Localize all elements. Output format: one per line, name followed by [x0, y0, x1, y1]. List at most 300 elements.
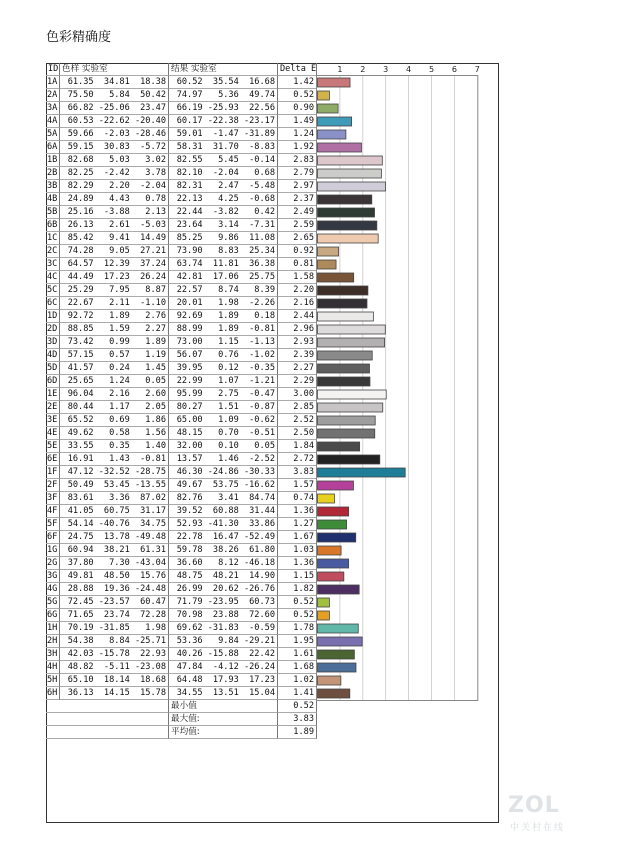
delta-e-value: 2.37: [278, 193, 317, 206]
bar: [318, 182, 386, 191]
table-row: [46, 271, 317, 284]
result-lab-values: 80.27 1.51 -0.87: [169, 401, 278, 414]
result-lab-values: 71.79 -23.95 60.73: [169, 596, 278, 609]
bar: [318, 507, 349, 516]
reference-lab-values: 85.42 9.41 14.49: [60, 232, 169, 245]
delta-e-value: 0.74: [278, 492, 317, 505]
bar: [318, 351, 373, 360]
delta-e-value: 0.90: [278, 102, 317, 115]
result-lab-values: 48.75 48.21 14.90: [169, 570, 278, 583]
stat-label: 最大值:: [169, 713, 278, 726]
table-row: [46, 323, 317, 336]
patch-id: 2A: [46, 89, 60, 102]
result-lab-values: 39.95 0.12 -0.35: [169, 362, 278, 375]
reference-lab-values: 88.85 1.59 2.27: [60, 323, 169, 336]
reference-lab-values: 73.42 0.99 1.89: [60, 336, 169, 349]
patch-id: 1D: [46, 310, 60, 323]
delta-e-value: 1.03: [278, 544, 317, 557]
patch-id: 3B: [46, 180, 60, 193]
patch-id: 2H: [46, 635, 60, 648]
reference-lab-values: 65.10 18.14 18.68: [60, 674, 169, 687]
x-tick-label: 6: [451, 65, 457, 74]
patch-id: 4F: [46, 505, 60, 518]
header-id: ID: [48, 64, 59, 74]
delta-e-value: 2.52: [278, 414, 317, 427]
bar: [318, 325, 386, 334]
table-row: [46, 596, 317, 609]
bar: [318, 429, 375, 438]
reference-lab-values: 70.19 -31.85 1.98: [60, 622, 169, 635]
delta-e-value: 2.39: [278, 349, 317, 362]
result-lab-values: 60.17 -22.38 -23.17: [169, 115, 278, 128]
reference-lab-values: 96.04 2.16 2.60: [60, 388, 169, 401]
stats-blank-cell: [46, 700, 169, 713]
stat-value: 1.89: [278, 726, 317, 739]
table-row: [46, 505, 317, 518]
delta-e-value: 2.65: [278, 232, 317, 245]
bar: [318, 195, 372, 204]
result-lab-values: 58.31 31.70 -8.83: [169, 141, 278, 154]
result-lab-values: 22.99 1.07 -1.21: [169, 375, 278, 388]
patch-id: 6C: [46, 297, 60, 310]
delta-e-value: 1.36: [278, 557, 317, 570]
result-lab-values: 52.93 -41.30 33.86: [169, 518, 278, 531]
reference-lab-values: 50.49 53.45 -13.55: [60, 479, 169, 492]
table-row: [46, 362, 317, 375]
result-lab-values: 69.62 -31.83 -0.59: [169, 622, 278, 635]
table-row: [46, 583, 317, 596]
stat-label: 平均值:: [169, 726, 278, 739]
delta-e-bar-chart: [316, 63, 499, 773]
patch-id: 1C: [46, 232, 60, 245]
reference-lab-values: 92.72 1.89 2.76: [60, 310, 169, 323]
result-lab-values: 82.31 2.47 -5.48: [169, 180, 278, 193]
result-lab-values: 59.01 -1.47 -31.89: [169, 128, 278, 141]
delta-e-value: 3.00: [278, 388, 317, 401]
bar: [318, 247, 339, 256]
result-lab-values: 73.00 1.15 -1.13: [169, 336, 278, 349]
patch-id: 4G: [46, 583, 60, 596]
bar: [318, 208, 375, 217]
reference-lab-values: 71.65 23.74 72.28: [60, 609, 169, 622]
delta-e-value: 2.97: [278, 180, 317, 193]
result-lab-values: 82.76 3.41 84.74: [169, 492, 278, 505]
patch-id: 6E: [46, 453, 60, 466]
reference-lab-values: 82.68 5.03 3.02: [60, 154, 169, 167]
bar: [318, 403, 383, 412]
reference-lab-values: 82.25 -2.42 3.78: [60, 167, 169, 180]
bar: [318, 663, 356, 672]
delta-e-value: 1.15: [278, 570, 317, 583]
patch-id: 2D: [46, 323, 60, 336]
bar: [318, 312, 374, 321]
bar: [318, 260, 337, 269]
table-row: [46, 414, 317, 427]
reference-lab-values: 65.52 0.69 1.86: [60, 414, 169, 427]
result-lab-values: 47.84 -4.12 -26.24: [169, 661, 278, 674]
table-row: [46, 284, 317, 297]
result-lab-values: 85.25 9.86 11.08: [169, 232, 278, 245]
stats-row: [46, 726, 317, 739]
reference-lab-values: 83.61 3.36 87.02: [60, 492, 169, 505]
table-row: [46, 102, 317, 115]
patch-id: 5B: [46, 206, 60, 219]
reference-lab-values: 36.13 14.15 15.78: [60, 687, 169, 700]
reference-lab-values: 16.91 1.43 -0.81: [60, 453, 169, 466]
table-row: [46, 531, 317, 544]
delta-e-value: 0.81: [278, 258, 317, 271]
table-row: [46, 570, 317, 583]
table-row: [46, 180, 317, 193]
x-tick-label: 5: [428, 65, 435, 74]
patch-id: 6B: [46, 219, 60, 232]
bar: [318, 286, 368, 295]
patch-id: 6A: [46, 141, 60, 154]
bar: [318, 624, 359, 633]
patch-id: 2C: [46, 245, 60, 258]
reference-lab-values: 54.38 8.84 -25.71: [60, 635, 169, 648]
reference-lab-values: 44.49 17.23 26.24: [60, 271, 169, 284]
delta-e-value: 1.49: [278, 115, 317, 128]
patch-id: 3G: [46, 570, 60, 583]
result-lab-values: 22.44 -3.82 0.42: [169, 206, 278, 219]
delta-e-value: 1.82: [278, 583, 317, 596]
delta-e-value: 1.67: [278, 531, 317, 544]
reference-lab-values: 60.94 38.21 61.31: [60, 544, 169, 557]
patch-id: 5H: [46, 674, 60, 687]
result-lab-values: 63.74 11.81 36.38: [169, 258, 278, 271]
result-lab-values: 13.57 1.46 -2.52: [169, 453, 278, 466]
result-lab-values: 20.01 1.98 -2.26: [169, 297, 278, 310]
result-lab-values: 42.81 17.06 25.75: [169, 271, 278, 284]
patch-id: 5F: [46, 518, 60, 531]
table-row: [46, 440, 317, 453]
reference-lab-values: 42.03 -15.78 22.93: [60, 648, 169, 661]
table-row: [46, 453, 317, 466]
patch-id: 5A: [46, 128, 60, 141]
table-row: [46, 76, 317, 89]
patch-id: 1E: [46, 388, 60, 401]
result-lab-values: 60.52 35.54 16.68: [169, 76, 278, 89]
table-row: [46, 518, 317, 531]
patch-id: 5G: [46, 596, 60, 609]
patch-id: 4B: [46, 193, 60, 206]
patch-id: 1A: [46, 76, 60, 89]
patch-id: 4C: [46, 271, 60, 284]
bar: [318, 143, 362, 152]
result-lab-values: 22.78 16.47 -52.49: [169, 531, 278, 544]
bar: [318, 78, 351, 87]
page-title: 色彩精确度: [46, 30, 112, 45]
table-row: [46, 115, 317, 128]
bar: [318, 416, 376, 425]
reference-lab-values: 37.80 7.30 -43.04: [60, 557, 169, 570]
delta-e-value: 2.44: [278, 310, 317, 323]
table-row: [46, 466, 317, 479]
delta-e-value: 2.85: [278, 401, 317, 414]
table-row: [46, 544, 317, 557]
patch-id: 3C: [46, 258, 60, 271]
x-tick-label: 1: [337, 65, 343, 74]
result-lab-values: 70.98 23.88 72.60: [169, 609, 278, 622]
result-lab-values: 88.99 1.89 -0.81: [169, 323, 278, 336]
patch-id: 6H: [46, 687, 60, 700]
reference-lab-values: 26.13 2.61 -5.03: [60, 219, 169, 232]
reference-lab-values: 25.29 7.95 8.87: [60, 284, 169, 297]
reference-lab-values: 74.28 9.05 27.21: [60, 245, 169, 258]
delta-e-value: 1.92: [278, 141, 317, 154]
result-lab-values: 82.55 5.45 -0.14: [169, 154, 278, 167]
table-row: [46, 648, 317, 661]
bar: [318, 520, 347, 529]
table-row: [46, 557, 317, 570]
patch-id: 3F: [46, 492, 60, 505]
delta-e-value: 0.52: [278, 89, 317, 102]
header-reference-lab: 色样 实验室: [60, 63, 169, 76]
delta-e-value: 1.57: [278, 479, 317, 492]
bar: [318, 468, 406, 477]
patch-id: 4D: [46, 349, 60, 362]
stat-label: 最小值: [169, 700, 278, 713]
reference-lab-values: 72.45 -23.57 60.47: [60, 596, 169, 609]
bar: [318, 221, 377, 230]
x-tick-label: 4: [406, 65, 412, 74]
result-lab-values: 23.64 3.14 -7.31: [169, 219, 278, 232]
reference-lab-values: 64.57 12.39 37.24: [60, 258, 169, 271]
table-row: [46, 206, 317, 219]
reference-lab-values: 57.15 0.57 1.19: [60, 349, 169, 362]
delta-e-value: 1.58: [278, 271, 317, 284]
delta-e-value: 2.16: [278, 297, 317, 310]
reference-lab-values: 82.29 2.20 -2.04: [60, 180, 169, 193]
table-row: [46, 674, 317, 687]
delta-e-value: 0.92: [278, 245, 317, 258]
table-row: [46, 349, 317, 362]
stats-row: [46, 700, 317, 713]
table-row: [46, 245, 317, 258]
reference-lab-values: 49.81 48.50 15.76: [60, 570, 169, 583]
bar: [318, 169, 382, 178]
table-row: [46, 401, 317, 414]
bar: [318, 689, 350, 698]
reference-lab-values: 22.67 2.11 -1.10: [60, 297, 169, 310]
stat-value: 3.83: [278, 713, 317, 726]
delta-e-value: 1.95: [278, 635, 317, 648]
reference-lab-values: 59.15 30.83 -5.72: [60, 141, 169, 154]
patch-id: 4H: [46, 661, 60, 674]
patch-id: 3A: [46, 102, 60, 115]
delta-e-value: 2.29: [278, 375, 317, 388]
patch-id: 2B: [46, 167, 60, 180]
reference-lab-values: 41.05 60.75 31.17: [60, 505, 169, 518]
patch-id: 4E: [46, 427, 60, 440]
result-lab-values: 34.55 13.51 15.04: [169, 687, 278, 700]
header-delta-e: Delta E: [280, 64, 317, 74]
reference-lab-values: 66.82 -25.06 23.47: [60, 102, 169, 115]
stats-blank-cell: [46, 713, 169, 726]
patch-id: 5C: [46, 284, 60, 297]
delta-e-value: 2.93: [278, 336, 317, 349]
x-tick-label: 7: [474, 65, 480, 74]
delta-e-value: 2.27: [278, 362, 317, 375]
delta-e-value: 3.83: [278, 466, 317, 479]
table-row: [46, 622, 317, 635]
bar: [318, 585, 360, 594]
result-lab-values: 64.48 17.93 17.23: [169, 674, 278, 687]
reference-lab-values: 54.14 -40.76 34.75: [60, 518, 169, 531]
bar: [318, 273, 354, 282]
bar: [318, 533, 356, 542]
bar: [318, 676, 341, 685]
delta-e-value: 1.84: [278, 440, 317, 453]
stats-row: [46, 713, 317, 726]
patch-id: 3H: [46, 648, 60, 661]
table-row: [46, 310, 317, 323]
delta-e-value: 1.42: [278, 76, 317, 89]
result-lab-values: 66.19 -25.93 22.56: [169, 102, 278, 115]
bar: [318, 637, 363, 646]
delta-e-value: 2.59: [278, 219, 317, 232]
bar: [318, 559, 349, 568]
result-lab-values: 26.99 20.62 -26.76: [169, 583, 278, 596]
table-row: [46, 258, 317, 271]
result-lab-values: 36.60 8.12 -46.18: [169, 557, 278, 570]
bar: [318, 234, 379, 243]
patch-id: 4A: [46, 115, 60, 128]
patch-id: 6D: [46, 375, 60, 388]
delta-e-value: 1.02: [278, 674, 317, 687]
bar: [318, 572, 344, 581]
result-lab-values: 48.15 0.70 -0.51: [169, 427, 278, 440]
delta-e-value: 2.83: [278, 154, 317, 167]
delta-e-value: 1.36: [278, 505, 317, 518]
patch-id: 6F: [46, 531, 60, 544]
patch-id: 1H: [46, 622, 60, 635]
delta-e-value: 1.68: [278, 661, 317, 674]
patch-id: 3E: [46, 414, 60, 427]
table-row: [46, 232, 317, 245]
delta-e-value: 2.72: [278, 453, 317, 466]
table-row: [46, 609, 317, 622]
bar: [318, 546, 342, 555]
delta-e-value: 2.50: [278, 427, 317, 440]
bar: [318, 377, 370, 386]
table-row: [46, 479, 317, 492]
table-header-row: [46, 63, 317, 76]
bar: [318, 364, 370, 373]
bar: [318, 104, 339, 113]
result-lab-values: 65.00 1.09 -0.62: [169, 414, 278, 427]
delta-e-value: 2.49: [278, 206, 317, 219]
table-row: [46, 635, 317, 648]
bar: [318, 117, 352, 126]
table-row: [46, 128, 317, 141]
reference-lab-values: 48.82 -5.11 -23.08: [60, 661, 169, 674]
table-row: [46, 297, 317, 310]
patch-id: 1G: [46, 544, 60, 557]
reference-lab-values: 60.53 -22.62 -20.40: [60, 115, 169, 128]
bar: [318, 611, 330, 620]
table-row: [46, 427, 317, 440]
x-tick-label: 3: [383, 65, 389, 74]
stats-blank-cell: [46, 726, 169, 739]
result-lab-values: 92.69 1.89 0.18: [169, 310, 278, 323]
bar: [318, 455, 380, 464]
patch-id: 1B: [46, 154, 60, 167]
delta-e-value: 1.24: [278, 128, 317, 141]
table-row: [46, 687, 317, 700]
result-lab-values: 59.78 38.26 61.80: [169, 544, 278, 557]
result-lab-values: 39.52 60.88 31.44: [169, 505, 278, 518]
bar: [318, 91, 330, 100]
reference-lab-values: 25.65 1.24 0.05: [60, 375, 169, 388]
table-row: [46, 661, 317, 674]
reference-lab-values: 59.66 -2.03 -28.46: [60, 128, 169, 141]
result-lab-values: 74.97 5.36 49.74: [169, 89, 278, 102]
reference-lab-values: 25.16 -3.88 2.13: [60, 206, 169, 219]
table-row: [46, 89, 317, 102]
reference-lab-values: 28.88 19.36 -24.48: [60, 583, 169, 596]
result-lab-values: 73.90 8.83 25.34: [169, 245, 278, 258]
reference-lab-values: 41.57 0.24 1.45: [60, 362, 169, 375]
table-row: [46, 375, 317, 388]
delta-e-value: 1.61: [278, 648, 317, 661]
reference-lab-values: 24.89 4.43 0.78: [60, 193, 169, 206]
delta-e-value: 1.41: [278, 687, 317, 700]
bar: [318, 338, 385, 347]
bar: [318, 481, 354, 490]
delta-e-value: 2.79: [278, 167, 317, 180]
result-lab-values: 32.00 0.10 0.05: [169, 440, 278, 453]
reference-lab-values: 47.12 -32.52 -28.75: [60, 466, 169, 479]
patch-id: 5E: [46, 440, 60, 453]
delta-e-value: 0.52: [278, 596, 317, 609]
table-row: [46, 388, 317, 401]
delta-e-value: 0.52: [278, 609, 317, 622]
delta-e-value: 2.20: [278, 284, 317, 297]
result-lab-values: 22.57 8.74 8.39: [169, 284, 278, 297]
reference-lab-values: 24.75 13.78 -49.48: [60, 531, 169, 544]
delta-e-value: 1.27: [278, 518, 317, 531]
result-lab-values: 49.67 53.75 -16.62: [169, 479, 278, 492]
bar: [318, 130, 346, 139]
table-row: [46, 219, 317, 232]
patch-id: 2E: [46, 401, 60, 414]
x-tick-label: 2: [360, 65, 366, 74]
patch-id: 6G: [46, 609, 60, 622]
bar: [318, 442, 360, 451]
result-lab-values: 40.26 -15.88 22.42: [169, 648, 278, 661]
result-lab-values: 46.30 -24.86 -30.33: [169, 466, 278, 479]
bar: [318, 494, 335, 503]
bar: [318, 390, 387, 399]
table-row: [46, 167, 317, 180]
bar: [318, 598, 330, 607]
bar: [318, 156, 383, 165]
table-row: [46, 492, 317, 505]
table-row: [46, 141, 317, 154]
patch-id: 2F: [46, 479, 60, 492]
delta-e-chart: [316, 63, 499, 777]
bar: [318, 650, 355, 659]
delta-e-value: 2.96: [278, 323, 317, 336]
table-row: [46, 336, 317, 349]
header-result-lab: 结果 实验室: [169, 63, 278, 76]
patch-id: 3D: [46, 336, 60, 349]
zol-watermark: ZOL: [508, 793, 560, 818]
reference-lab-values: 61.35 34.81 18.38: [60, 76, 169, 89]
zol-watermark-subtext: 中关村在线: [510, 823, 566, 833]
